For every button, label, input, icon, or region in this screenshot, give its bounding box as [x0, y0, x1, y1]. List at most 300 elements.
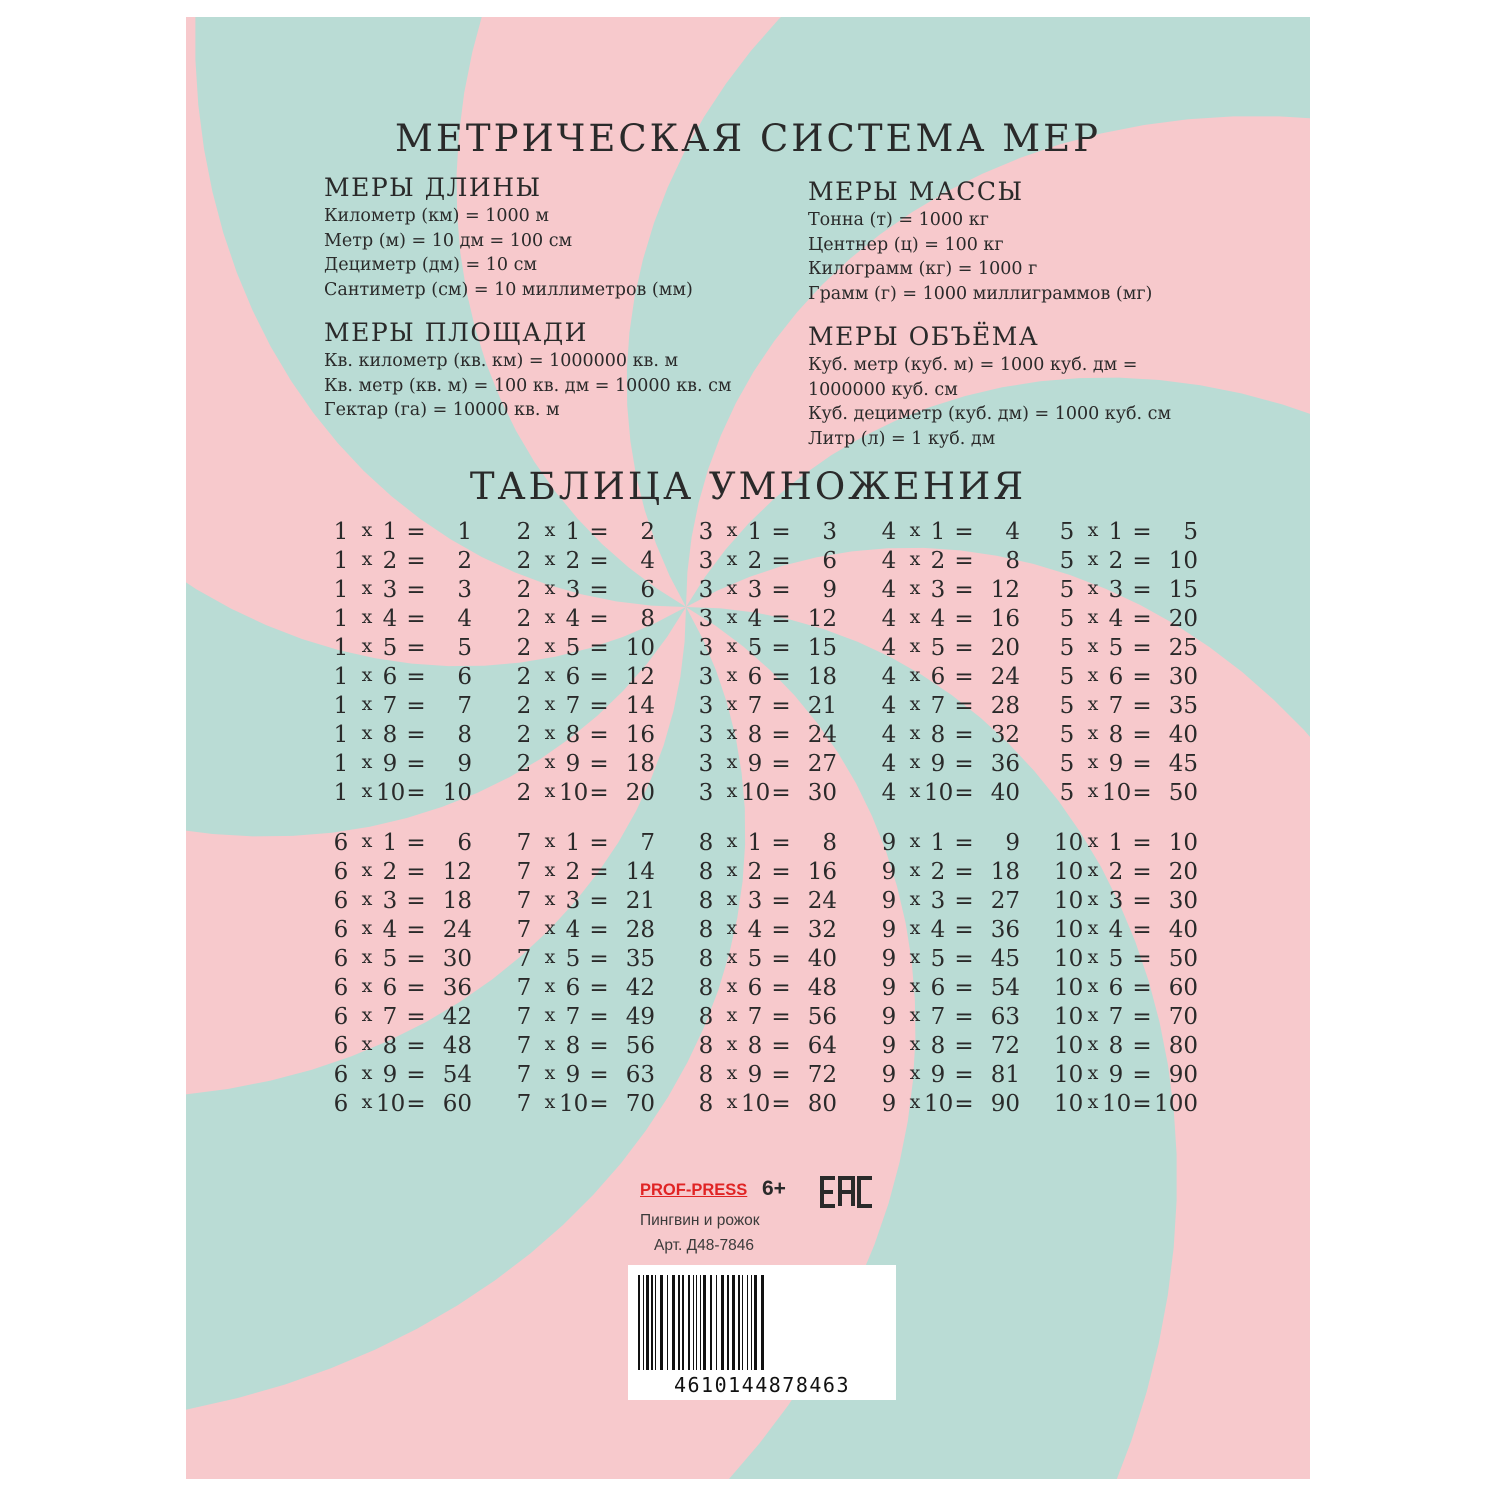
- equals-sign: =: [954, 780, 974, 806]
- equals-sign: =: [1132, 548, 1152, 574]
- equals-sign: =: [589, 917, 609, 943]
- multiplication-row: [693, 917, 873, 946]
- multiplication-row: [693, 1033, 873, 1062]
- multiplication-row: [328, 751, 508, 780]
- footer: [640, 1181, 747, 1200]
- product: 54: [442, 1062, 472, 1088]
- factor-b: 5: [1108, 635, 1124, 661]
- factor-b: 8: [930, 722, 946, 748]
- multiplication-row: [511, 577, 691, 606]
- product: 27: [990, 888, 1020, 914]
- factor-a: 6: [333, 946, 349, 972]
- factor-a: 9: [881, 1062, 897, 1088]
- multiplication-row: [1054, 1004, 1234, 1033]
- product: 54: [990, 975, 1020, 1001]
- operator: x: [726, 780, 738, 802]
- equals-sign: =: [771, 519, 791, 545]
- operator: x: [1087, 780, 1099, 802]
- factor-b: 9: [930, 751, 946, 777]
- operator: x: [726, 635, 738, 657]
- product: 12: [807, 606, 837, 632]
- factor-a: 6: [333, 1033, 349, 1059]
- product: 18: [807, 664, 837, 690]
- volume-line: 1000000 куб. см: [808, 379, 958, 400]
- factor-a: 8: [698, 1004, 714, 1030]
- factor-a: 4: [881, 577, 897, 603]
- factor-a: 9: [881, 1033, 897, 1059]
- barcode-bar: [742, 1275, 743, 1370]
- factor-b: 7: [747, 1004, 763, 1030]
- equals-sign: =: [406, 946, 426, 972]
- factor-b: 2: [382, 859, 398, 885]
- factor-a: 5: [1059, 548, 1075, 574]
- age-rating: 6+: [762, 1177, 786, 1200]
- multiplication-row: [876, 577, 1056, 606]
- multiplication-row: [511, 859, 691, 888]
- operator: x: [361, 519, 373, 541]
- operator: x: [544, 664, 556, 686]
- operator: x: [726, 722, 738, 744]
- product: 10: [442, 780, 472, 806]
- factor-a: 1: [333, 606, 349, 632]
- factor-b: 9: [747, 751, 763, 777]
- equals-sign: =: [771, 722, 791, 748]
- factor-a: 10: [1054, 830, 1084, 856]
- length-line: Дециметр (дм) = 10 см: [324, 255, 537, 275]
- equals-sign: =: [406, 859, 426, 885]
- factor-b: 1: [930, 830, 946, 856]
- factor-a: 4: [881, 722, 897, 748]
- equals-sign: =: [406, 751, 426, 777]
- equals-sign: =: [589, 830, 609, 856]
- barcode-bar: [643, 1275, 644, 1370]
- mass-heading: МЕРЫ МАССЫ: [808, 177, 1024, 206]
- multiplication-row: [328, 664, 508, 693]
- factor-a: 2: [516, 722, 532, 748]
- operator: x: [909, 751, 921, 773]
- operator: x: [361, 664, 373, 686]
- multiplication-row: [328, 1033, 508, 1062]
- factor-a: 2: [516, 664, 532, 690]
- multiplication-row: [328, 548, 508, 577]
- operator: x: [544, 975, 556, 997]
- product: 45: [990, 946, 1020, 972]
- factor-a: 2: [516, 693, 532, 719]
- product: 40: [1168, 917, 1198, 943]
- operator: x: [361, 577, 373, 599]
- operator: x: [726, 1033, 738, 1055]
- equals-sign: =: [406, 664, 426, 690]
- equals-sign: =: [1132, 888, 1152, 914]
- operator: x: [726, 888, 738, 910]
- operator: x: [361, 722, 373, 744]
- factor-b: 8: [747, 722, 763, 748]
- equals-sign: =: [1132, 1062, 1152, 1088]
- factor-b: 7: [382, 693, 398, 719]
- factor-b: 5: [565, 635, 581, 661]
- factor-b: 4: [930, 606, 946, 632]
- product: 64: [807, 1033, 837, 1059]
- factor-a: 3: [698, 635, 714, 661]
- product: 15: [807, 635, 837, 661]
- product: 35: [1168, 693, 1198, 719]
- operator: x: [361, 693, 373, 715]
- operator: x: [361, 830, 373, 852]
- operator: x: [361, 917, 373, 939]
- operator: x: [909, 722, 921, 744]
- product: 10: [1168, 830, 1198, 856]
- product: 24: [442, 917, 472, 943]
- operator: x: [1087, 975, 1099, 997]
- factor-a: 1: [333, 577, 349, 603]
- barcode-bar: [646, 1275, 649, 1370]
- product: 6: [457, 830, 472, 856]
- factor-b: 3: [747, 577, 763, 603]
- factor-a: 8: [698, 830, 714, 856]
- barcode-bar: [682, 1275, 684, 1370]
- product: 48: [442, 1033, 472, 1059]
- operator: x: [544, 1033, 556, 1055]
- equals-sign: =: [954, 606, 974, 632]
- factor-b: 3: [565, 888, 581, 914]
- multiplication-row: [1054, 917, 1234, 946]
- equals-sign: =: [589, 519, 609, 545]
- multiplication-row: [511, 975, 691, 1004]
- operator: x: [1087, 606, 1099, 628]
- area-heading: МЕРЫ ПЛОЩАДИ: [324, 318, 588, 347]
- operator: x: [1087, 751, 1099, 773]
- product: 8: [457, 722, 472, 748]
- product: 7: [457, 693, 472, 719]
- factor-b: 9: [382, 751, 398, 777]
- equals-sign: =: [771, 946, 791, 972]
- product: 90: [1168, 1062, 1198, 1088]
- factor-a: 9: [881, 1004, 897, 1030]
- product: 48: [807, 975, 837, 1001]
- multiplication-row: [328, 917, 508, 946]
- operator: x: [361, 780, 373, 802]
- factor-a: 1: [333, 664, 349, 690]
- operator: x: [544, 946, 556, 968]
- multiplication-row: [1054, 1062, 1234, 1091]
- factor-b: 7: [747, 693, 763, 719]
- operator: x: [726, 693, 738, 715]
- equals-sign: =: [954, 1062, 974, 1088]
- factor-a: 3: [698, 693, 714, 719]
- equals-sign: =: [1132, 1091, 1152, 1117]
- equals-sign: =: [1132, 780, 1152, 806]
- factor-b: 10: [1102, 780, 1132, 806]
- factor-b: 10: [741, 780, 771, 806]
- multiplication-row: [1054, 1033, 1234, 1062]
- factor-b: 5: [747, 946, 763, 972]
- product: 2: [640, 519, 655, 545]
- operator: x: [726, 751, 738, 773]
- factor-b: 5: [930, 635, 946, 661]
- operator: x: [1087, 1033, 1099, 1055]
- barcode-bar: [703, 1275, 706, 1370]
- multiplication-row: [1054, 780, 1234, 809]
- article-number: Арт. Д48-7846: [654, 1237, 754, 1254]
- equals-sign: =: [771, 751, 791, 777]
- factor-b: 6: [382, 664, 398, 690]
- factor-b: 9: [1108, 751, 1124, 777]
- operator: x: [1087, 548, 1099, 570]
- product: 6: [822, 548, 837, 574]
- equals-sign: =: [771, 606, 791, 632]
- operator: x: [726, 946, 738, 968]
- operator: x: [1087, 577, 1099, 599]
- operator: x: [361, 946, 373, 968]
- equals-sign: =: [406, 722, 426, 748]
- factor-b: 10: [559, 1091, 589, 1117]
- operator: x: [361, 975, 373, 997]
- factor-b: 8: [565, 1033, 581, 1059]
- operator: x: [726, 1004, 738, 1026]
- mass-line: Грамм (г) = 1000 миллиграммов (мг): [808, 283, 1153, 304]
- mass-line: Центнер (ц) = 100 кг: [808, 234, 1004, 255]
- operator: x: [544, 519, 556, 541]
- factor-a: 2: [516, 548, 532, 574]
- multiplication-row: [328, 693, 508, 722]
- operator: x: [909, 1062, 921, 1084]
- multiplication-row: [1054, 548, 1234, 577]
- equals-sign: =: [406, 780, 426, 806]
- metric-title: МЕТРИЧЕСКАЯ СИСТЕМА МЕР: [395, 117, 1101, 160]
- multiplication-row: [1054, 751, 1234, 780]
- factor-a: 8: [698, 1062, 714, 1088]
- factor-a: 6: [333, 975, 349, 1001]
- factor-a: 5: [1059, 519, 1075, 545]
- factor-b: 1: [1108, 830, 1124, 856]
- multiplication-row: [693, 1091, 873, 1120]
- factor-b: 5: [565, 946, 581, 972]
- multiplication-row: [876, 1091, 1056, 1120]
- product: 60: [1168, 975, 1198, 1001]
- multiplication-row: [328, 722, 508, 751]
- factor-b: 2: [747, 859, 763, 885]
- operator: x: [726, 548, 738, 570]
- operator: x: [544, 751, 556, 773]
- operator: x: [1087, 1091, 1099, 1113]
- multiplication-row: [1054, 975, 1234, 1004]
- area-line: Кв. метр (кв. м) = 100 кв. дм = 10000 кв. см: [324, 375, 732, 396]
- multiplication-row: [876, 946, 1056, 975]
- product: 8: [1005, 548, 1020, 574]
- product: 32: [990, 722, 1020, 748]
- operator: x: [909, 1033, 921, 1055]
- product: 56: [807, 1004, 837, 1030]
- operator: x: [544, 1091, 556, 1113]
- equals-sign: =: [771, 975, 791, 1001]
- factor-b: 3: [930, 577, 946, 603]
- multiplication-row: [511, 693, 691, 722]
- multiplication-row: [328, 946, 508, 975]
- multiplication-row: [876, 519, 1056, 548]
- multiplication-row: [693, 519, 873, 548]
- product: 21: [807, 693, 837, 719]
- product: 40: [1168, 722, 1198, 748]
- multiplication-row: [876, 606, 1056, 635]
- factor-b: 8: [382, 722, 398, 748]
- factor-a: 5: [1059, 606, 1075, 632]
- equals-sign: =: [589, 1091, 609, 1117]
- factor-b: 2: [565, 859, 581, 885]
- factor-a: 5: [1059, 751, 1075, 777]
- product: 16: [807, 859, 837, 885]
- barcode-bar: [672, 1275, 675, 1370]
- factor-a: 8: [698, 917, 714, 943]
- multiplication-table: [186, 17, 1310, 1479]
- factor-a: 1: [333, 722, 349, 748]
- barcode-bar: [688, 1275, 690, 1370]
- multiplication-row: [876, 722, 1056, 751]
- operator: x: [1087, 830, 1099, 852]
- factor-a: 3: [698, 577, 714, 603]
- factor-a: 8: [698, 975, 714, 1001]
- factor-b: 8: [565, 722, 581, 748]
- factor-a: 6: [333, 1004, 349, 1030]
- factor-b: 4: [930, 917, 946, 943]
- multiplication-row: [876, 780, 1056, 809]
- factor-a: 8: [698, 1033, 714, 1059]
- equals-sign: =: [589, 888, 609, 914]
- equals-sign: =: [1132, 1004, 1152, 1030]
- product: 90: [990, 1091, 1020, 1117]
- factor-a: 10: [1054, 1033, 1084, 1059]
- product: 56: [625, 1033, 655, 1059]
- factor-b: 4: [565, 917, 581, 943]
- product: 25: [1168, 635, 1198, 661]
- equals-sign: =: [771, 577, 791, 603]
- operator: x: [726, 975, 738, 997]
- equals-sign: =: [406, 606, 426, 632]
- operator: x: [909, 693, 921, 715]
- multiplication-row: [328, 888, 508, 917]
- factor-b: 8: [1108, 722, 1124, 748]
- multiplication-row: [511, 830, 691, 859]
- factor-b: 1: [930, 519, 946, 545]
- factor-b: 2: [1108, 859, 1124, 885]
- product: 45: [1168, 751, 1198, 777]
- factor-b: 4: [747, 606, 763, 632]
- multiplication-row: [876, 1062, 1056, 1091]
- product: 18: [990, 859, 1020, 885]
- barcode-bar: [747, 1275, 748, 1370]
- equals-sign: =: [406, 519, 426, 545]
- product: 30: [1168, 888, 1198, 914]
- factor-a: 7: [516, 917, 532, 943]
- operator: x: [909, 830, 921, 852]
- factor-a: 5: [1059, 722, 1075, 748]
- equals-sign: =: [954, 722, 974, 748]
- equals-sign: =: [589, 548, 609, 574]
- multiplication-row: [693, 722, 873, 751]
- product: 5: [457, 635, 472, 661]
- equals-sign: =: [1132, 917, 1152, 943]
- multiplication-row: [511, 1062, 691, 1091]
- equals-sign: =: [589, 664, 609, 690]
- factor-a: 5: [1059, 664, 1075, 690]
- factor-a: 7: [516, 1004, 532, 1030]
- factor-b: 6: [565, 664, 581, 690]
- operator: x: [1087, 693, 1099, 715]
- multiplication-row: [511, 548, 691, 577]
- multiplication-row: [511, 664, 691, 693]
- multiplication-row: [693, 548, 873, 577]
- operator: x: [361, 548, 373, 570]
- factor-a: 8: [698, 1091, 714, 1117]
- multiplication-row: [1054, 664, 1234, 693]
- product: 8: [640, 606, 655, 632]
- operator: x: [1087, 1004, 1099, 1026]
- product: 63: [990, 1004, 1020, 1030]
- factor-a: 7: [516, 1091, 532, 1117]
- factor-a: 4: [881, 780, 897, 806]
- equals-sign: =: [589, 635, 609, 661]
- factor-a: 4: [881, 664, 897, 690]
- operator: x: [361, 635, 373, 657]
- product: 6: [457, 664, 472, 690]
- factor-a: 2: [516, 780, 532, 806]
- equals-sign: =: [589, 859, 609, 885]
- barcode-bar: [761, 1275, 764, 1370]
- factor-b: 2: [1108, 548, 1124, 574]
- multiplication-row: [1054, 888, 1234, 917]
- factor-a: 9: [881, 975, 897, 1001]
- factor-a: 4: [881, 606, 897, 632]
- equals-sign: =: [954, 751, 974, 777]
- equals-sign: =: [406, 548, 426, 574]
- multiplication-row: [1054, 1091, 1234, 1120]
- factor-b: 3: [565, 577, 581, 603]
- product: 40: [990, 780, 1020, 806]
- product: 10: [625, 635, 655, 661]
- equals-sign: =: [406, 917, 426, 943]
- multiplication-row: [328, 577, 508, 606]
- product: 16: [625, 722, 655, 748]
- product: 36: [990, 751, 1020, 777]
- barcode-bar: [678, 1275, 680, 1370]
- factor-b: 6: [1108, 975, 1124, 1001]
- operator: x: [544, 917, 556, 939]
- operator: x: [909, 888, 921, 910]
- factor-b: 6: [565, 975, 581, 1001]
- operator: x: [361, 888, 373, 910]
- factor-b: 5: [747, 635, 763, 661]
- product: 3: [822, 519, 837, 545]
- factor-b: 2: [930, 859, 946, 885]
- product: 30: [442, 946, 472, 972]
- volume-heading: МЕРЫ ОБЪЁМА: [808, 322, 1040, 351]
- product: 28: [625, 917, 655, 943]
- equals-sign: =: [771, 888, 791, 914]
- equals-sign: =: [1132, 1033, 1152, 1059]
- product: 6: [640, 577, 655, 603]
- product: 14: [625, 693, 655, 719]
- factor-a: 7: [516, 859, 532, 885]
- product: 81: [990, 1062, 1020, 1088]
- operator: x: [1087, 946, 1099, 968]
- volume-line: Куб. дециметр (куб. дм) = 1000 куб. см: [808, 404, 1172, 424]
- product: 4: [1005, 519, 1020, 545]
- multiplication-row: [693, 859, 873, 888]
- factor-b: 7: [1108, 1004, 1124, 1030]
- operator: x: [1087, 722, 1099, 744]
- factor-b: 3: [1108, 888, 1124, 914]
- product: 80: [807, 1091, 837, 1117]
- equals-sign: =: [954, 1091, 974, 1117]
